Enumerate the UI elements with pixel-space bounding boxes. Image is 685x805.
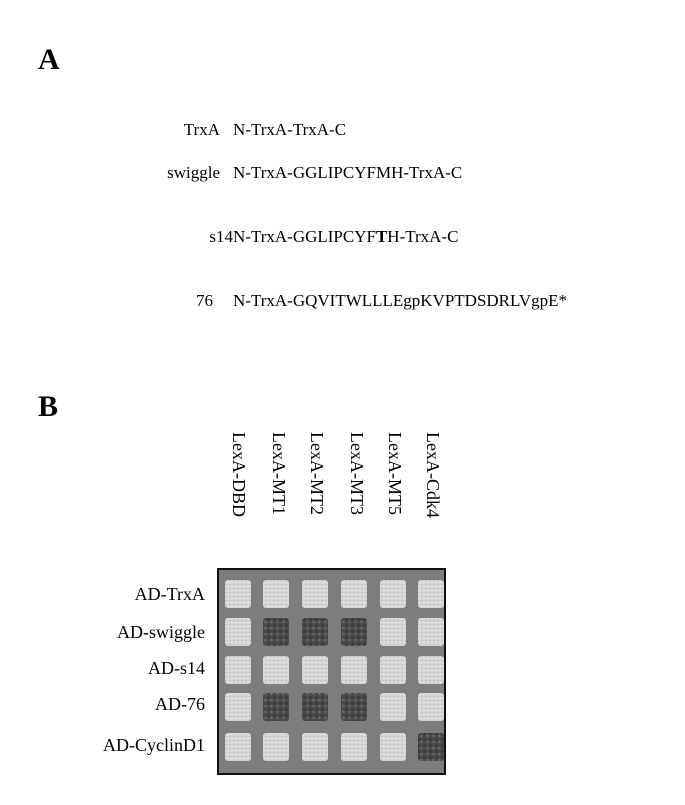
construct-sequence <box>233 225 458 249</box>
column-label-lexa-cdk4: LexA-Cdk4 <box>423 432 443 518</box>
colony-patch-texture <box>302 656 328 684</box>
colony-patch-texture <box>225 733 251 761</box>
colony-patch-texture <box>302 693 328 721</box>
colony-patch-texture <box>225 693 251 721</box>
colony-patch-texture <box>263 693 289 721</box>
colony-patch-texture <box>302 580 328 608</box>
construct-sequence: N-TrxA-GGLIPCYFMH-TrxA-C <box>233 163 463 182</box>
construct-name: swiggle <box>167 163 220 182</box>
colony-patch-texture <box>380 656 406 684</box>
yeast-two-hybrid-plate <box>217 568 446 775</box>
row-label-ad-76: AD-76 <box>155 694 205 714</box>
colony-patch-texture <box>225 656 251 684</box>
colony-patch-texture <box>341 693 367 721</box>
panel-a-label: A <box>38 43 60 76</box>
colony-patch-texture <box>341 618 367 646</box>
colony-patch-texture <box>418 618 444 646</box>
plate-image <box>219 570 444 773</box>
construct-name: s14 <box>209 227 233 246</box>
column-label-lexa-mt3: LexA-MT3 <box>347 432 367 515</box>
sequence-row-swiggle <box>0 161 685 185</box>
colony-patch-texture <box>263 656 289 684</box>
colony-patch-texture <box>263 580 289 608</box>
colony-patch-texture <box>380 733 406 761</box>
colony-patch-texture <box>263 733 289 761</box>
colony-patch-texture <box>225 580 251 608</box>
sequence-row-s14 <box>0 225 685 249</box>
sequence-prefix: N-TrxA-GGLIPCYF <box>233 227 376 246</box>
colony-patch-texture <box>302 733 328 761</box>
colony-patch-texture <box>418 693 444 721</box>
row-label-ad-cyclind1: AD-CyclinD1 <box>103 735 205 755</box>
row-label-ad-s14: AD-s14 <box>148 658 205 678</box>
colony-patch-texture <box>380 580 406 608</box>
colony-patch-texture <box>418 580 444 608</box>
column-label-lexa-mt2: LexA-MT2 <box>307 432 327 515</box>
sequence-suffix: H-TrxA-C <box>387 227 459 246</box>
colony-patch-texture <box>380 618 406 646</box>
sequence-row-76 <box>0 289 685 313</box>
sequence-row-trxa <box>0 118 685 142</box>
panel-b-label: B <box>38 390 59 423</box>
column-label-lexa-dbd: LexA-DBD <box>229 432 249 517</box>
colony-patch-texture <box>341 580 367 608</box>
colony-patch-texture <box>341 733 367 761</box>
sequence-mutation: T <box>375 227 388 246</box>
construct-name: TrxA <box>183 120 220 139</box>
colony-patch-texture <box>418 656 444 684</box>
colony-patch-texture <box>302 618 328 646</box>
colony-patch-texture <box>225 618 251 646</box>
construct-sequence: N-TrxA-GQVITWLLLEgpKVPTDSDRLVgpE* <box>233 291 568 310</box>
construct-name: 76 <box>196 291 213 310</box>
column-label-lexa-mt5: LexA-MT5 <box>385 432 405 515</box>
colony-patch-texture <box>263 618 289 646</box>
row-label-ad-trxa: AD-TrxA <box>134 584 205 604</box>
colony-patch-texture <box>418 733 444 761</box>
row-label-ad-swiggle: AD-swiggle <box>117 622 205 642</box>
construct-sequence: N-TrxA-TrxA-C <box>233 120 347 139</box>
column-label-lexa-mt1: LexA-MT1 <box>269 432 289 515</box>
colony-patch-texture <box>341 656 367 684</box>
colony-patch-texture <box>380 693 406 721</box>
